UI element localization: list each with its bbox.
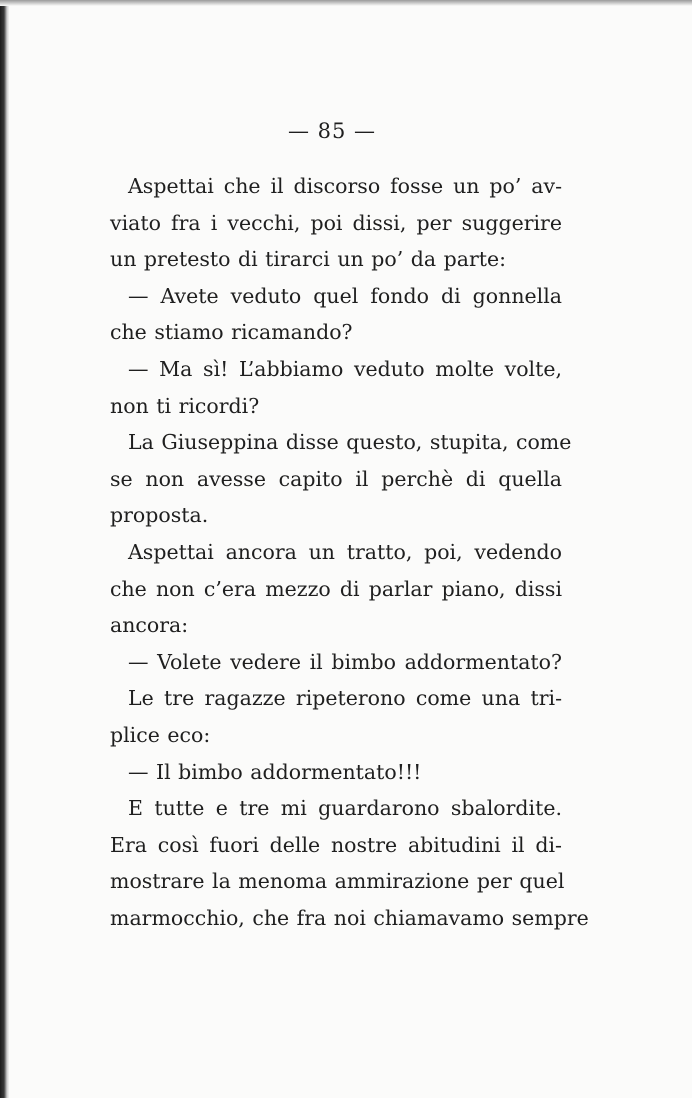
text-line: Aspettai che il discorso fosse un po’ av- xyxy=(128,174,562,198)
page-top-edge xyxy=(0,0,692,6)
text-line: che non c’era mezzo di parlar piano, dissi xyxy=(110,576,562,601)
text-line: Le tre ragazze ripeterono come una tri- xyxy=(128,686,562,711)
text-line: marmocchio, che fra noi chiamavamo sempre xyxy=(110,905,589,930)
text-line: plice eco: xyxy=(110,722,211,747)
text-line: — Ma sì! L’abbiamo veduto molte volte, xyxy=(128,356,562,381)
text-line: Aspettai ancora un tratto, poi, vedendo xyxy=(128,539,562,564)
page-binding-edge xyxy=(0,0,9,1098)
text-line: che stiamo ricamando? xyxy=(110,320,353,345)
text-line: La Giuseppina disse questo, stupita, come xyxy=(128,430,572,455)
text-line: — Il bimbo addormentato!!! xyxy=(128,759,422,784)
text-line: Era così fuori delle nostre abitudini il di- xyxy=(110,832,562,857)
text-line: ancora: xyxy=(110,613,189,638)
text-line: se non avesse capito il perchè di quella xyxy=(110,466,562,491)
text-line: — Volete vedere il bimbo addormentato? xyxy=(128,649,562,674)
text-line: — Avete veduto quel fondo di gonnella xyxy=(128,283,562,308)
page-number: — 85 — xyxy=(287,119,377,143)
text-line: mostrare la menoma ammirazione per quel xyxy=(110,869,565,894)
text-line: proposta. xyxy=(110,503,209,528)
spacer xyxy=(116,150,562,168)
text-line: E tutte e tre mi guardarono sbalordite. xyxy=(128,796,562,821)
page-text xyxy=(110,112,589,936)
text-line: un pretesto di tirarci un po’ da parte: xyxy=(110,247,507,272)
text-line: viato fra i vecchi, poi dissi, per suggerire xyxy=(110,210,562,235)
text-line: non ti ricordi? xyxy=(110,393,260,418)
